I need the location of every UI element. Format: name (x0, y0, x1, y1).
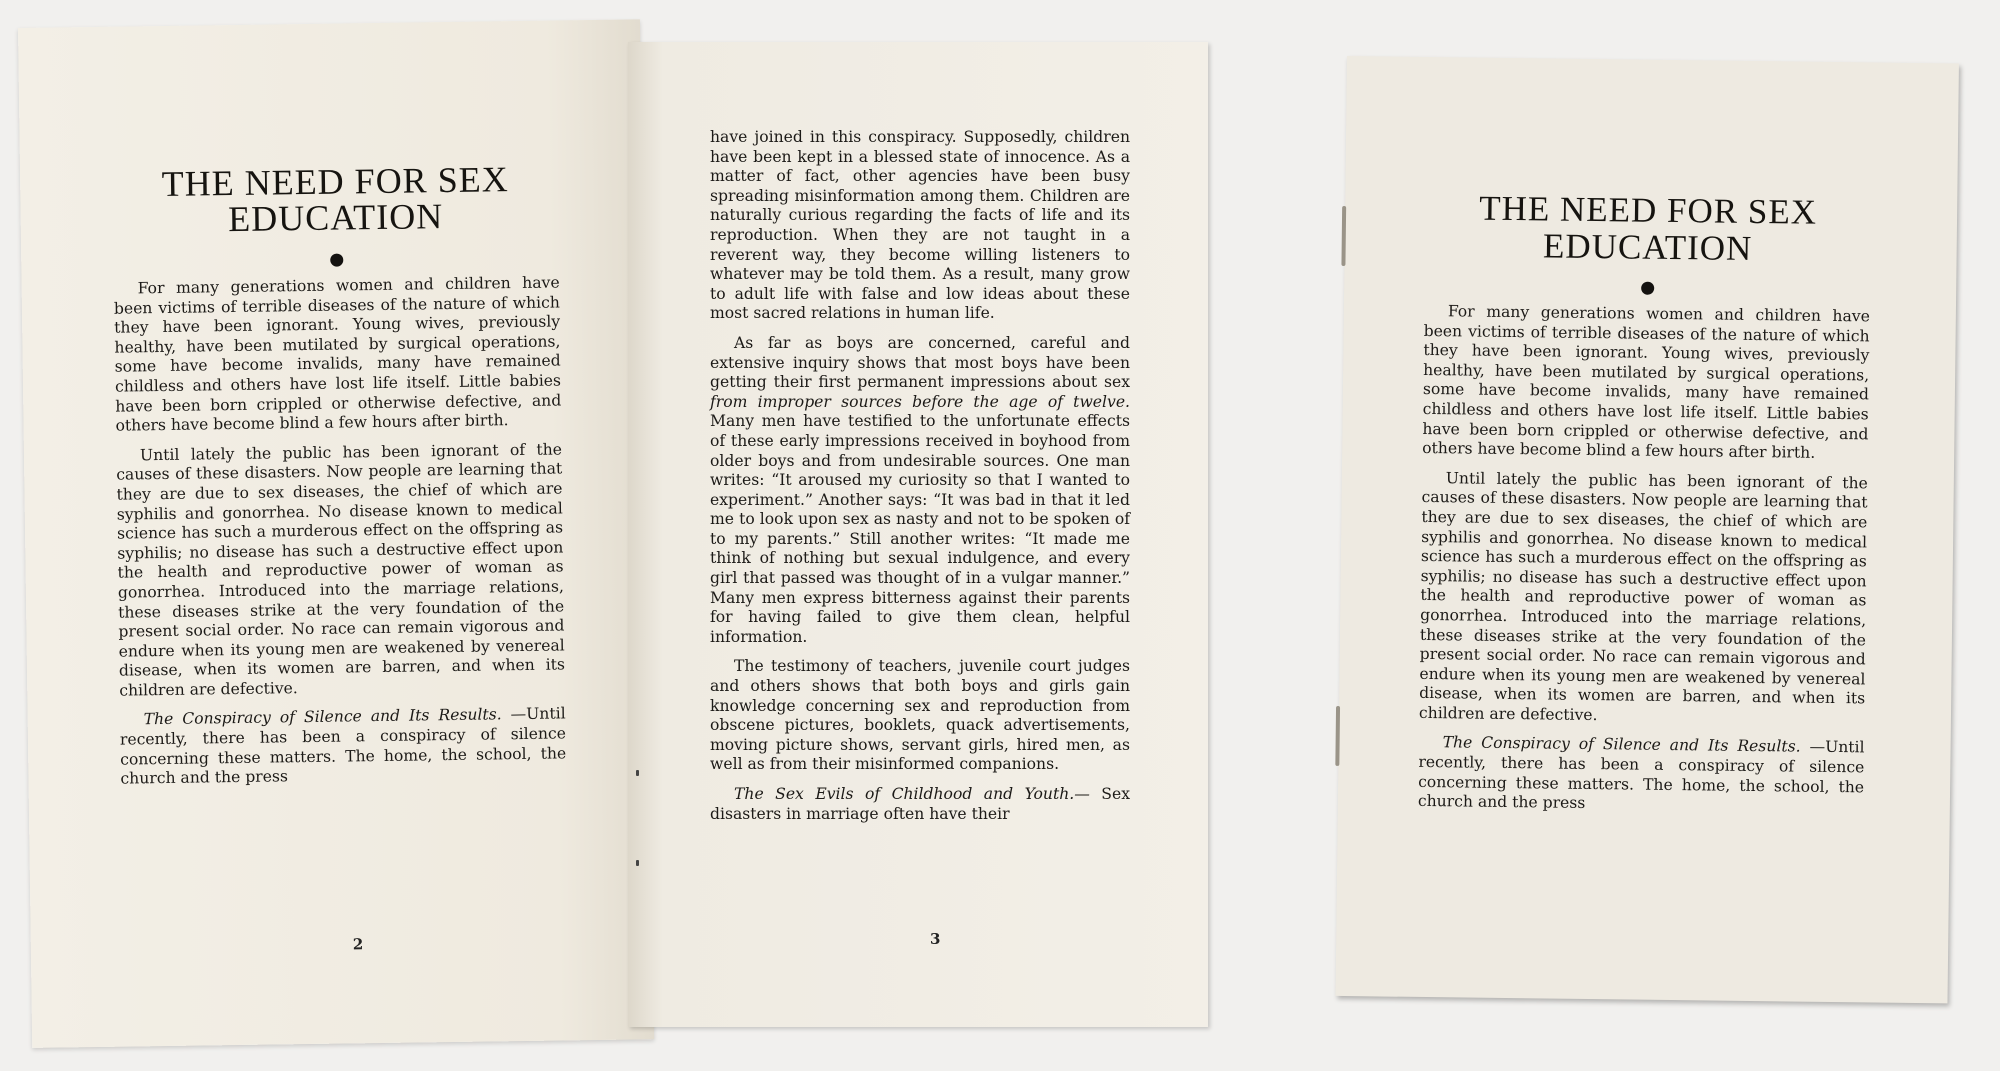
right-section-heading: The Conspiracy of Silence and Its Results. (1442, 733, 1801, 757)
staple-bottom (1335, 706, 1340, 766)
left-page-number: 2 (352, 935, 364, 954)
staple-top (1341, 206, 1346, 266)
right-paragraph-2: Until lately the public has been ignorant of the causes of these disasters. Now people are learning that they are due to sex diseases, the chief of which are syphilis and gonorrhea. No disease known to medical science has such a murderous effect on the offspring as syphilis; no disease has such a destructive effect upon the health and reproductive power of woman as gonorrhea. Introduced into the marriage relations, these diseases strike at the very foundation of the present social order. No race can remain vigorous and endure when its young men are weakened by venereal disease, when its women are barren, and when its children are defective. (1418, 468, 1868, 724)
right-page-text-block (1418, 189, 1872, 817)
spine-mark-upper (636, 770, 639, 776)
left-paragraph-3 (120, 705, 567, 790)
booklet-page-middle (628, 42, 1208, 1027)
left-page-text-block (112, 160, 567, 789)
booklet-page-left (18, 19, 654, 1048)
middle-paragraph-2-b: Many men have testified to the unfortunate effects of these early impressions received in boyhood from older boys and from undesirable sources. One man writes: “It aroused my curiosity so that I wanted to experiment.” Another says: “It was bad in that it led me to look upon sex as nasty and not to be spoken of to my parents.” Still another writes: “It made me think of nothing but sexual indulgence, and every girl that passed was thought of in a vulgar manner.” Many men express bitterness against their parents for having failed to give them clean, helpful information. (710, 412, 1130, 646)
middle-paragraph-1: have joined in this conspiracy. Supposedly, children have been kept in a blessed state of innocence. As a matter of fact, other agencies have been busy spreading misinformation among them. Children are naturally curious regarding the facts of life and its reproduction. When they are not taught in a reverent way, they become willing listeners to whatever may be told them. As a result, many grow to adult life with false and low ideas about these most sacred relations in human life. (710, 128, 1130, 323)
left-section-heading: The Conspiracy of Silence and Its Results. (143, 705, 502, 729)
left-paragraph-1: For many generations women and children have been victims of terrible diseases of the nature of which they have been ignorant. Young wives, previously healthy, have been mutilated by surgical operations, some have become invalids, many have remained childless and others have lost life itself. Little babies have been born crippled or otherwise defective, and others have become blind a few hours after birth. (113, 273, 562, 435)
right-paragraph-3-text: —Until recently, there has been a conspiracy of silence concerning these matters. The home, the school, the church and the press (1417, 738, 1865, 813)
spine-mark-lower (636, 860, 639, 866)
middle-paragraph-3: The testimony of teachers, juvenile court judges and others shows that both boys and girls gain knowledge concerning sex and reproduction from obscene pictures, booklets, quack advertisements, moving picture shows, servant girls, hired men, as well as from their misinformed companions. (710, 657, 1130, 774)
middle-paragraph-2-emphasis: from improper sources before the age of twelve. (710, 392, 1130, 411)
left-title-line1: THE NEED FOR SEX (161, 159, 509, 205)
middle-paragraph-2 (710, 334, 1130, 648)
middle-paragraph-4-text: Sex disasters in marriage often have their (710, 785, 1130, 823)
middle-paragraph-2-a: As far as boys are concerned, careful and extensive inquiry shows that most boys have been getting their first permanent impressions about sex (710, 333, 1130, 392)
middle-page-number: 3 (930, 930, 941, 948)
right-page-title (1424, 189, 1871, 268)
left-title-line2: EDUCATION (227, 196, 444, 240)
left-page-title (112, 160, 559, 238)
right-paragraph-3 (1418, 733, 1865, 817)
middle-section-heading: The Sex Evils of Childhood and Youth.— (734, 785, 1090, 803)
left-paragraph-2: Until lately the public has been ignorant of the causes of these disasters. Now people are learning that they are due to sex diseases, the chief of which are syphilis and gonorrhea. No disease known to medical science has such a murderous effect on the offspring as syphilis; no disease has such a destructive effect upon the health and reproductive power of woman as gonorrhea. Introduced into the marriage relations, these diseases strike at the very foundation of the present social order. No race can remain vigorous and endure when its young men are weakened by venereal disease, when its women are barren, and when its children are defective. (116, 440, 566, 700)
right-title-line2: EDUCATION (1542, 226, 1753, 268)
middle-paragraph-4 (710, 785, 1130, 824)
left-paragraph-3-text: —Until recently, there has been a conspiracy of silence concerning these matters. The home, the school, the church and the press (119, 704, 567, 788)
right-paragraph-1: For many generations women and children have been victims of terrible diseases of the nature of which they have been ignorant. Young wives, previously healthy, have been mutilated by surgical operations, some have become invalids, many have remained childless and others have lost life itself. Little babies have been born crippled or otherwise defective, and others have become blind a few hours after birth. (1422, 302, 1870, 462)
middle-page-text-block (710, 128, 1130, 824)
bullet-dot (1641, 282, 1654, 295)
bullet-dot (330, 253, 343, 266)
booklet-page-right (1336, 56, 1959, 1003)
right-title-line1: THE NEED FOR SEX (1479, 188, 1818, 232)
